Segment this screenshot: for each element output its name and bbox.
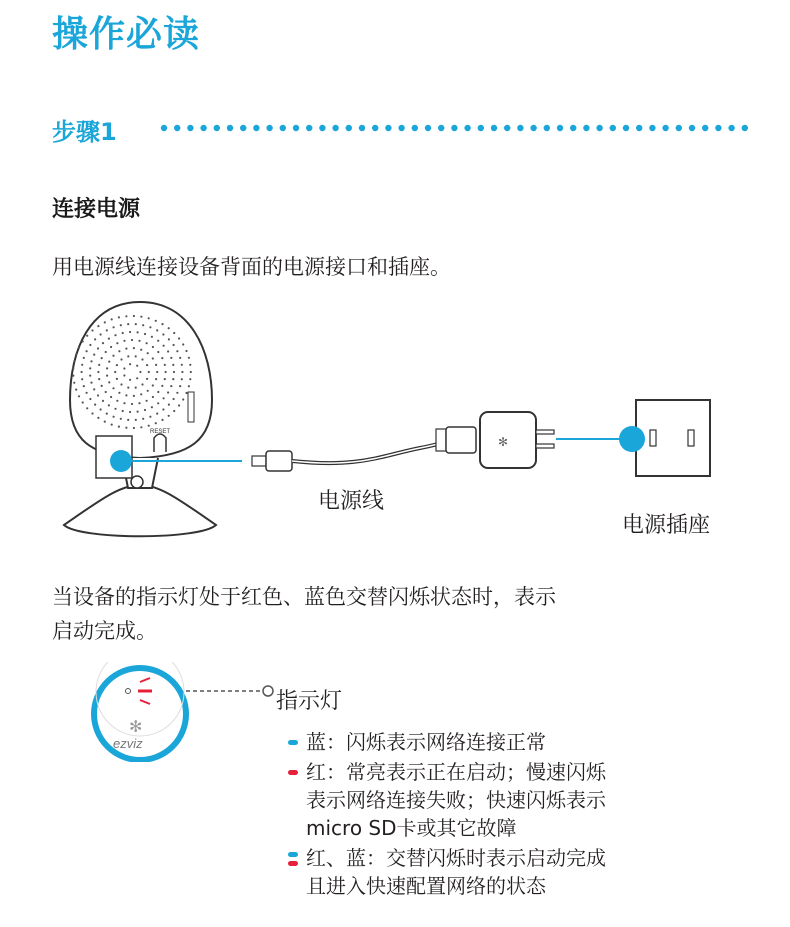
dotted-divider: [160, 124, 750, 132]
indicator-label: 指示灯: [276, 689, 343, 714]
red-dash-icon: [288, 861, 298, 866]
section-title: 连接电源: [52, 197, 141, 222]
step-label: 步骤1: [52, 118, 117, 146]
cable-label: 电源线: [318, 489, 385, 514]
indicator-legend: [286, 728, 746, 902]
legend-item-red: 红：常亮表示正在启动；慢速闪烁 表示网络连接失败；快速闪烁表示 micro SD卡或其它故障: [286, 758, 746, 842]
usb-plug: [436, 427, 476, 453]
blue-dash-icon: [288, 852, 298, 857]
power-adapter: [480, 412, 554, 468]
status-text-line1: 当设备的指示灯处于红色、蓝色交替闪烁状态时，表示: [52, 585, 556, 609]
indicator-led-illustration: [80, 662, 290, 762]
status-text: [52, 580, 742, 648]
micro-usb-plug: [252, 451, 292, 471]
svg-text:✻: ✻: [498, 435, 509, 449]
brand-logo-text: ezviz: [113, 736, 143, 751]
instruction-text: 用电源线连接设备背面的电源接口和插座。: [52, 255, 451, 279]
socket-label: 电源插座: [622, 513, 711, 538]
wall-socket: [619, 400, 710, 476]
page-title: 操作必读: [52, 13, 201, 55]
status-text-line2: 启动完成。: [52, 619, 157, 643]
legend-item-blue: 蓝：闪烁表示网络连接正常: [286, 728, 746, 756]
camera-illustration: [64, 302, 216, 536]
svg-text:✻: ✻: [129, 717, 143, 736]
blue-dash-icon: [288, 740, 298, 745]
legend-item-red-blue: 红、蓝：交替闪烁时表示启动完成 且进入快速配置网络的状态: [286, 844, 746, 900]
red-dash-icon: [288, 770, 298, 775]
reset-label: RESET: [150, 429, 171, 435]
